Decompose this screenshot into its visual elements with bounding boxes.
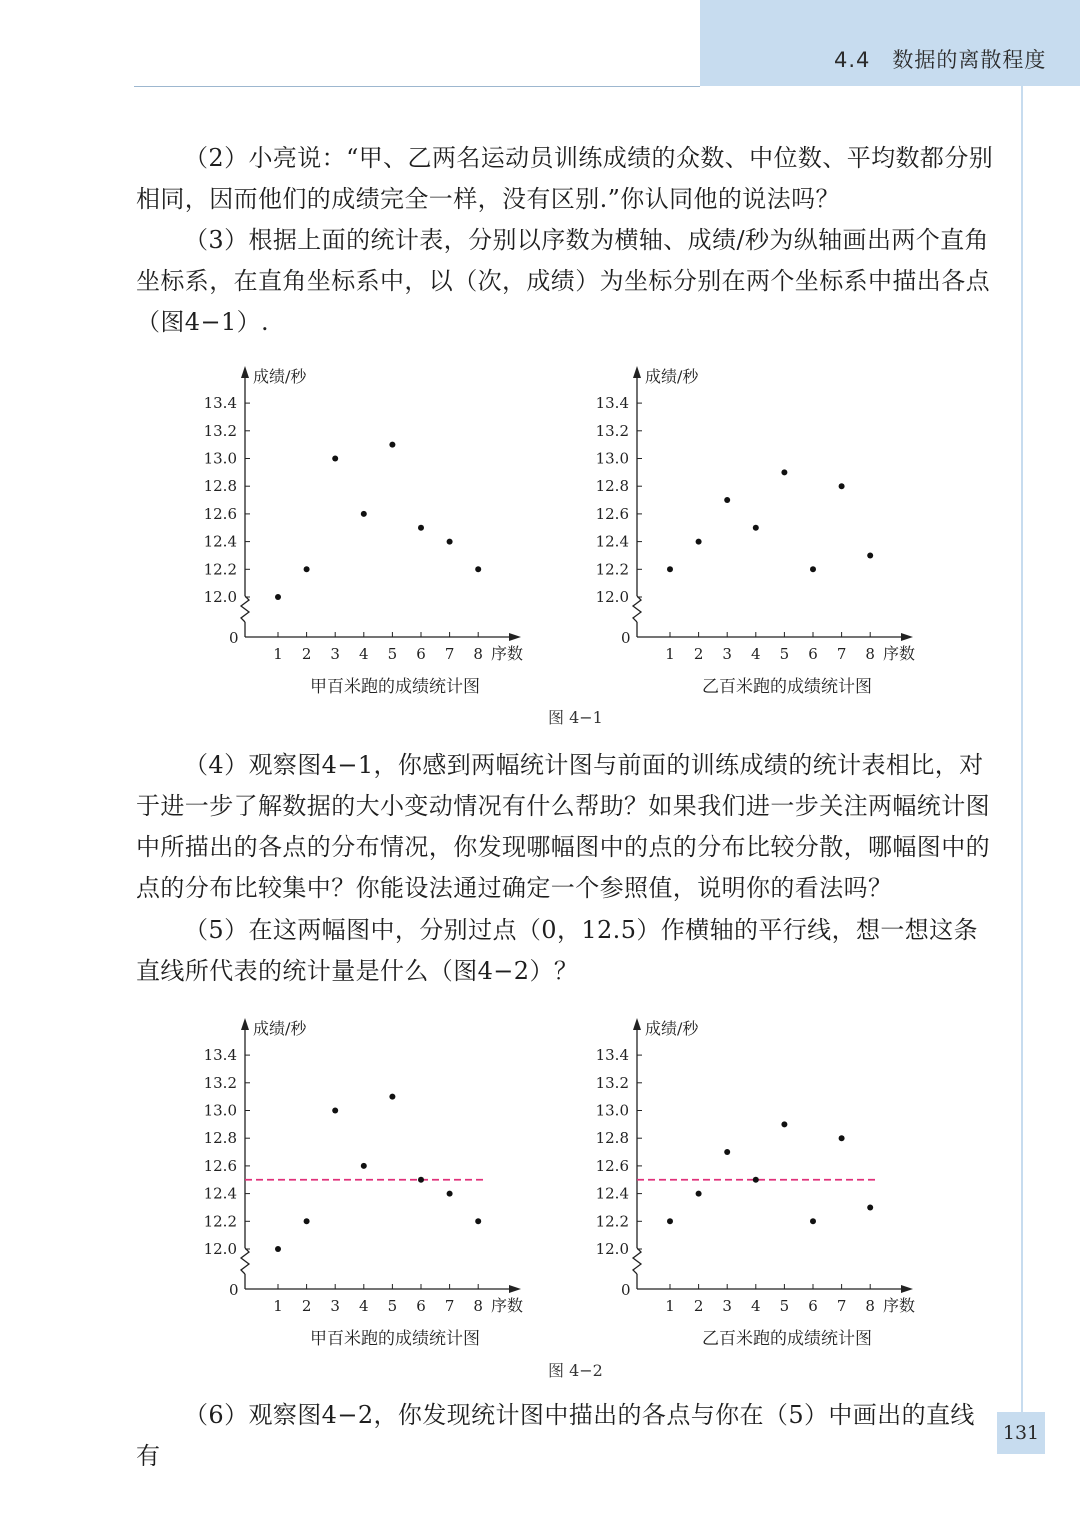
y-tick-label: 12.4 [595,532,629,551]
data-point [418,1177,424,1183]
chart-yi-fig1 [587,360,937,705]
data-point [447,1191,453,1197]
y-tick-label: 12.4 [203,532,237,551]
y-tick-label: 12.8 [203,1129,237,1148]
figure-caption-4-1: 图 4−1 [548,708,603,727]
x-tick-label: 5 [387,1297,398,1315]
x-axis-arrow [901,1285,913,1293]
chart-title: 乙百米跑的成绩统计图 [702,1329,872,1349]
chart-title: 乙百米跑的成绩统计图 [702,677,872,697]
chart-jia-fig1 [195,360,545,705]
x-tick-label: 3 [722,645,732,663]
data-point [475,566,481,572]
x-tick-label: 3 [330,645,340,663]
origin-label: 0 [229,629,239,647]
x-tick-label: 8 [473,645,483,663]
x-tick-label: 2 [693,1297,704,1315]
y-tick-label: 13.2 [595,421,629,440]
x-tick-label: 2 [693,645,704,663]
data-point [839,1135,845,1141]
data-point [753,525,759,531]
y-tick-label: 13.4 [203,394,237,413]
y-tick-label: 13.2 [595,1073,629,1092]
x-tick-label: 8 [865,645,875,663]
axis-break-mark [241,596,249,622]
data-point [304,1218,310,1224]
x-tick-label: 1 [273,1297,283,1315]
origin-label: 0 [621,1281,631,1299]
data-point [696,1191,702,1197]
x-tick-label: 7 [836,1297,847,1315]
x-tick-label: 4 [751,645,761,663]
y-tick-label: 12.6 [203,1156,237,1175]
y-tick-label: 12.0 [203,588,237,606]
section-title: 4.4 数据的离散程度 [834,48,1047,72]
data-point [418,525,424,531]
x-tick-label: 6 [808,1297,818,1315]
x-axis-arrow [509,633,521,641]
y-tick-label: 12.2 [203,1212,237,1231]
y-tick-label: 12.4 [595,1184,629,1203]
data-point [839,483,845,489]
page-edge-rule [1021,86,1023,1416]
x-tick-label: 2 [301,645,312,663]
data-point [389,442,395,448]
y-tick-label: 12.0 [203,1240,237,1258]
y-tick-label: 12.0 [595,1240,629,1258]
data-point [724,1149,730,1155]
data-point [332,1108,338,1114]
question-5: （5）在这两幅图中，分别过点（0，12.5）作横轴的平行线，想一想这条直线所代表的统计量是什么（图4−2）？ [136,916,978,985]
x-tick-label: 4 [359,1297,369,1315]
x-tick-label: 1 [273,645,283,663]
x-tick-label: 1 [665,1297,675,1315]
y-tick-label: 12.6 [203,504,237,523]
x-axis-title: 序数 [491,644,524,663]
x-tick-label: 6 [416,1297,426,1315]
y-tick-label: 13.0 [203,1101,237,1120]
data-point [332,456,338,462]
y-tick-label: 12.2 [595,1212,629,1231]
axis-break-mark [633,596,641,622]
y-tick-label: 12.4 [203,1184,237,1203]
y-tick-label: 13.2 [203,1073,237,1092]
y-tick-label: 12.6 [595,504,629,523]
y-axis-arrow [241,1018,249,1030]
x-axis-arrow [509,1285,521,1293]
x-axis-arrow [901,633,913,641]
axis-break-mark [241,1248,249,1274]
data-point [753,1177,759,1183]
question-2: （2）小亮说：“甲、乙两名运动员训练成绩的众数、中位数、平均数都分别相同，因而他们的成绩完全一样，没有区别.”你认同他的说法吗？ [136,144,994,213]
data-point [361,1163,367,1169]
x-tick-label: 3 [330,1297,340,1315]
data-point [810,566,816,572]
x-tick-label: 5 [779,1297,790,1315]
data-point [781,469,787,475]
y-tick-label: 12.8 [203,477,237,496]
data-point [275,1246,281,1252]
data-point [389,1094,395,1100]
y-tick-label: 12.0 [595,588,629,606]
y-tick-label: 12.6 [595,1156,629,1175]
chart-jia-fig2 [195,1012,545,1357]
x-axis-title: 序数 [491,1296,524,1315]
data-point [867,552,873,558]
data-point [361,511,367,517]
origin-label: 0 [621,629,631,647]
page-number: 131 [997,1412,1045,1454]
x-tick-label: 4 [751,1297,761,1315]
question-6: （6）观察图4−2，你发现统计图中描出的各点与你在（5）中画出的直线有 [136,1401,975,1470]
y-tick-label: 12.2 [595,560,629,579]
y-tick-label: 13.4 [203,1046,237,1065]
y-tick-label: 13.4 [595,1046,629,1065]
data-point [667,1218,673,1224]
x-tick-label: 8 [865,1297,875,1315]
data-point [724,497,730,503]
x-tick-label: 5 [779,645,790,663]
origin-label: 0 [229,1281,239,1299]
y-axis-title: 成绩/秒 [253,1019,307,1038]
y-tick-label: 13.0 [595,1101,629,1120]
y-tick-label: 13.0 [203,449,237,468]
y-axis-arrow [241,366,249,378]
y-tick-label: 13.0 [595,449,629,468]
y-axis-title: 成绩/秒 [253,367,307,386]
chart-title: 甲百米跑的成绩统计图 [310,677,480,697]
chart-yi-fig2 [587,1012,937,1357]
x-tick-label: 6 [808,645,818,663]
data-point [696,539,702,545]
y-axis-title: 成绩/秒 [645,367,699,386]
data-point [275,594,281,600]
x-tick-label: 3 [722,1297,732,1315]
data-point [304,566,310,572]
x-tick-label: 7 [836,645,847,663]
x-tick-label: 5 [387,645,398,663]
data-point [810,1218,816,1224]
x-axis-title: 序数 [883,1296,916,1315]
question-3: （3）根据上面的统计表，分别以序数为横轴、成绩/秒为纵轴画出两个直角坐标系，在直角坐标系中，以（次，成绩）为坐标分别在两个坐标系中描出各点（图4−1）. [136,226,990,336]
y-axis-arrow [633,1018,641,1030]
data-point [475,1218,481,1224]
x-tick-label: 7 [444,1297,455,1315]
y-axis-title: 成绩/秒 [645,1019,699,1038]
y-tick-label: 12.8 [595,477,629,496]
data-point [667,566,673,572]
data-point [781,1121,787,1127]
y-tick-label: 12.8 [595,1129,629,1148]
axis-break-mark [633,1248,641,1274]
y-tick-label: 12.2 [203,560,237,579]
header-rule [134,86,700,87]
y-tick-label: 13.2 [203,421,237,440]
question-4: （4）观察图4−1，你感到两幅统计图与前面的训练成绩的统计表相比，对于进一步了解数据的大小变动情况有什么帮助？如果我们进一步关注两幅统计图中所描出的各点的分布情况，你发现哪幅图中的点的分布比较分散，哪幅图中的点的分布比较集中？你能设法通过确定一个参照值，说明你的看法吗？ [136,751,990,902]
data-point [867,1204,873,1210]
y-tick-label: 13.4 [595,394,629,413]
x-tick-label: 6 [416,645,426,663]
x-tick-label: 1 [665,645,675,663]
x-tick-label: 2 [301,1297,312,1315]
chart-title: 甲百米跑的成绩统计图 [310,1329,480,1349]
x-tick-label: 4 [359,645,369,663]
x-axis-title: 序数 [883,644,916,663]
y-axis-arrow [633,366,641,378]
x-tick-label: 7 [444,645,455,663]
data-point [447,539,453,545]
figure-caption-4-2: 图 4−2 [548,1361,603,1380]
x-tick-label: 8 [473,1297,483,1315]
